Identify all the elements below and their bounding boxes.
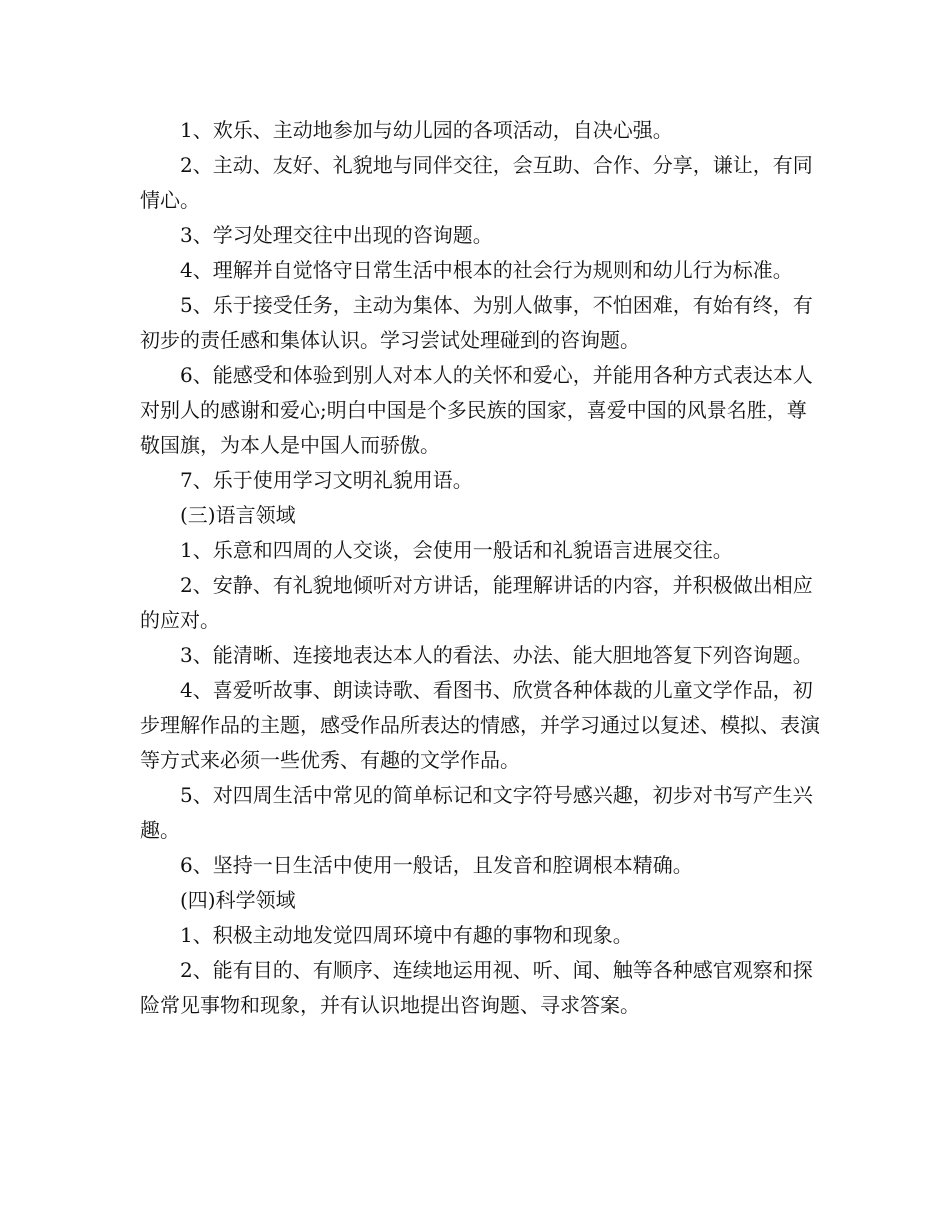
paragraph-social-7: 7、乐于使用学习文明礼貌用语。 (180, 468, 473, 492)
section-heading-science: (四)科学领域 (180, 888, 296, 912)
paragraph-science-2: 2、能有目的、有顺序、连续地运用视、听、闻、触等各种感官观察和探险常见事物和现象，并有认识地提出咨询题、寻求答案。 (140, 958, 813, 1017)
paragraph-social-3: 3、学习处理交往中出现的咨询题。 (180, 223, 493, 247)
paragraph-social-2: 2、主动、友好、礼貌地与同伴交往，会互助、合作、分享，谦让，有同情心。 (140, 153, 813, 212)
paragraph-social-5: 5、乐于接受任务，主动为集体、为别人做事，不怕困难，有始有终，有初步的责任感和集体认识。学习尝试处理碰到的咨询题。 (140, 293, 813, 352)
paragraph-language-2: 2、安静、有礼貌地倾听对方讲话，能理解讲话的内容，并积极做出相应的应对。 (140, 573, 813, 632)
paragraph-social-6: 6、能感受和体验到别人对本人的关怀和爱心，并能用各种方式表达本人对别人的感谢和爱心;明白中国是个多民族的国家，喜爱中国的风景名胜，尊敬国旗，为本人是中国人而骄傲。 (140, 363, 813, 457)
paragraph-language-6: 6、坚持一日生活中使用一般话，且发音和腔调根本精确。 (180, 853, 693, 877)
paragraph-language-3: 3、能清晰、连接地表达本人的看法、办法、能大胆地答复下列咨询题。 (180, 643, 813, 667)
paragraph-science-1: 1、积极主动地发觉四周环境中有趣的事物和现象。 (180, 923, 633, 947)
paragraph-social-1: 1、欢乐、主动地参加与幼儿园的各项活动，自决心强。 (180, 118, 673, 142)
section-heading-language: (三)语言领域 (180, 503, 296, 527)
paragraph-language-5: 5、对四周生活中常见的简单标记和文字符号感兴趣，初步对书写产生兴趣。 (140, 783, 813, 842)
paragraph-language-1: 1、乐意和四周的人交谈，会使用一般话和礼貌语言进展交往。 (180, 538, 733, 562)
document-body (140, 113, 820, 1023)
paragraph-social-4: 4、理解并自觉恪守日常生活中根本的社会行为规则和幼儿行为标准。 (180, 258, 793, 282)
paragraph-language-4: 4、喜爱听故事、朗读诗歌、看图书、欣赏各种体裁的儿童文学作品，初步理解作品的主题，感受作品所表达的情感，并学习通过以复述、模拟、表演等方式来必须一些优秀、有趣的文学作品。 (140, 678, 820, 772)
